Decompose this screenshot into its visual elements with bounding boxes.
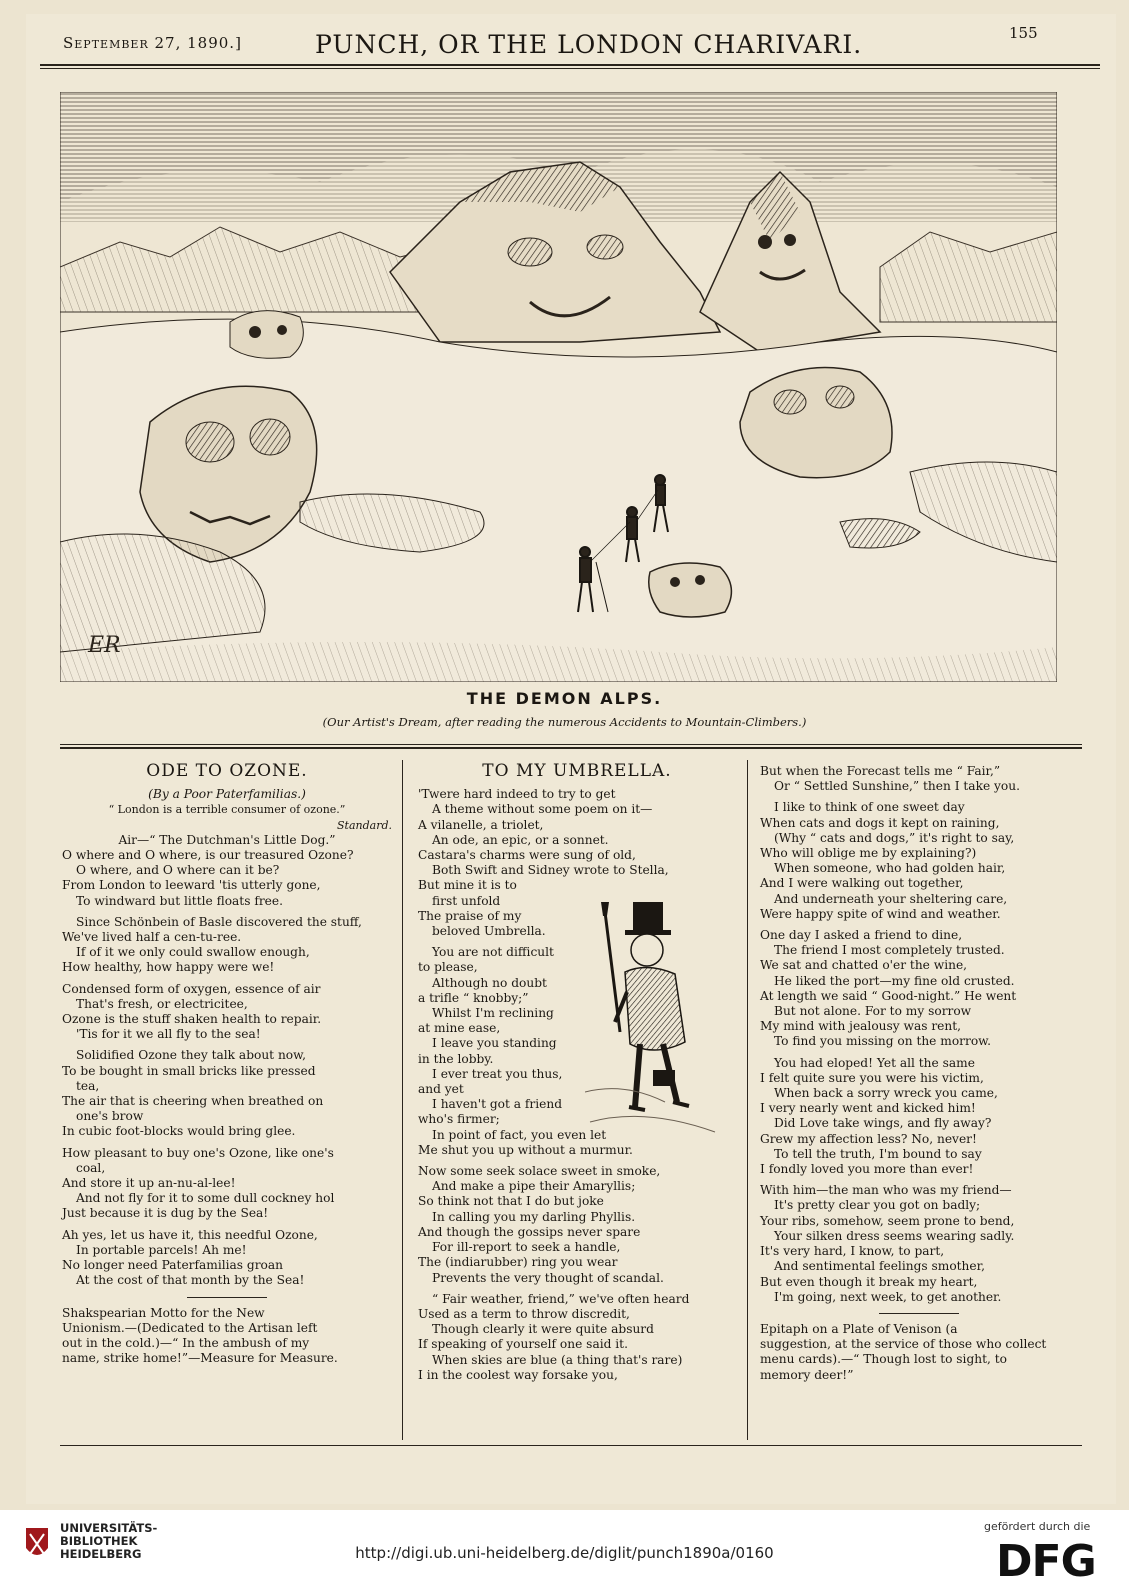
verse-line: (Why “ cats and dogs,” it's right to say, [774, 830, 1015, 845]
verse-line: Your silken dress seems wearing sadly. [774, 1228, 1015, 1243]
verse-line: I in the coolest way forsake you, [418, 1367, 618, 1382]
verse-line: beloved Umbrella. [432, 924, 546, 939]
illustration-subtitle: (Our Artist's Dream, after reading the numerous Accidents to Mountain-Climbers.) [322, 715, 807, 729]
caption-rule-thick [60, 747, 1082, 749]
verse-line: No longer need Paterfamilias groan [62, 1258, 283, 1273]
verse-line: Grew my affection less? No, never! [760, 1131, 977, 1146]
verse-line: O where, and O where can it be? [76, 863, 280, 878]
verse-line: Whilst I'm reclining [432, 1006, 554, 1021]
umbrella-man-illustration [585, 892, 735, 1152]
umbrella-continued-column [760, 764, 1078, 1383]
verse-line: I haven't got a friend [432, 1097, 563, 1112]
verse-line: A vilanelle, a triolet, [418, 817, 544, 832]
ode-byline: (By a Poor Paterfamilias.) [148, 787, 306, 802]
motto-line: Unionism.—(Dedicated to the Artisan left [62, 1320, 318, 1335]
verse-line: With him—the man who was my friend— [760, 1183, 1012, 1198]
verse-line: I like to think of one sweet day [774, 800, 965, 815]
column-divider-1 [402, 760, 403, 1440]
verse-line: Now some seek solace sweet in smoke, [418, 1164, 661, 1179]
verse-line: Me shut you up without a murmur. [418, 1142, 633, 1157]
verse-line: Just because it is dug by the Sea! [62, 1206, 269, 1221]
verse-line: Although no doubt [432, 975, 547, 990]
verse-line: When someone, who had golden hair, [774, 861, 1006, 876]
verse-line: I very nearly went and kicked him! [760, 1101, 976, 1116]
header-rule-thin [40, 68, 1100, 69]
verse-line: He liked the port—my fine old crusted. [774, 973, 1015, 988]
verse-line: “ Fair weather, friend,” we've often heard [432, 1291, 690, 1306]
verse-line: I fondly loved you more than ever! [760, 1162, 974, 1177]
verse-line: How healthy, how happy were we! [62, 960, 275, 975]
verse-line: first unfold [432, 893, 501, 908]
verse-line: In portable parcels! Ah me! [76, 1242, 247, 1257]
verse-line: At the cost of that month by the Sea! [76, 1273, 305, 1288]
illustration-title: THE DEMON ALPS. [466, 689, 663, 708]
verse-line: The praise of my [418, 908, 522, 923]
ode-air: Air—“ The Dutchman's Little Dog.” [118, 832, 336, 847]
verse-line: Did Love take wings, and fly away? [774, 1116, 992, 1131]
verse-line: I felt quite sure you were his victim, [760, 1070, 984, 1085]
verse-line: who's firmer; [418, 1112, 500, 1127]
column-divider-2 [747, 760, 748, 1440]
verse-line: The air that is cheering when breathed on [62, 1094, 324, 1109]
verse-line: We sat and chatted o'er the wine, [760, 958, 968, 973]
verse-line: To find you missing on the morrow. [774, 1034, 992, 1049]
verse-line: It's pretty clear you got on badly; [774, 1198, 981, 1213]
verse-line: And not fly for it to some dull cockney hol [76, 1191, 335, 1206]
demon-alps-illustration [60, 92, 1057, 682]
epitaph-line: Epitaph on a Plate of Venison (a [760, 1321, 958, 1336]
verse-line: I'm going, next week, to get another. [774, 1289, 1002, 1304]
verse-line: Your ribs, somehow, seem prone to bend, [760, 1213, 1015, 1228]
funded-by-label: gefördert durch die [984, 1520, 1091, 1533]
issue-date: September 27, 1890.] [63, 34, 242, 52]
verse-line: But when the Forecast tells me “ Fair,” [760, 764, 1001, 778]
verse-line: Both Swift and Sidney wrote to Stella, [432, 863, 669, 878]
verse-line: When cats and dogs it kept on raining, [760, 815, 1000, 830]
verse-line: And make a pipe their Amaryllis; [432, 1179, 636, 1194]
verse-line: And sentimental feelings smother, [774, 1259, 985, 1274]
verse-line: And store it up an-nu-al-lee! [62, 1176, 236, 1191]
verse-line: in the lobby. [418, 1051, 494, 1066]
verse-line: If speaking of yourself one said it. [418, 1337, 628, 1352]
dfg-logo: DFG [996, 1536, 1096, 1587]
verse-line: Ozone is the stuff shaken health to repair. [62, 1012, 322, 1027]
verse-line: My mind with jealousy was rent, [760, 1019, 962, 1034]
page-number: 155 [1009, 24, 1038, 42]
verse-line: Solidified Ozone they talk about now, [76, 1048, 306, 1063]
verse-line: At length we said “ Good-night.” He went [760, 988, 1017, 1003]
umbrella-continued-stanzas [760, 764, 1078, 1305]
motto-line: Shakspearian Motto for the New [62, 1305, 265, 1320]
verse-line: at mine ease, [418, 1021, 501, 1036]
verse-line: Who will oblige me by explaining?) [760, 846, 977, 861]
verse-line: How pleasant to buy one's Ozone, like one's [62, 1145, 334, 1160]
verse-line: It's very hard, I know, to part, [760, 1244, 945, 1259]
verse-line: But not alone. For to my sorrow [774, 1004, 972, 1019]
header-rule [40, 64, 1100, 66]
verse-line: Castara's charms were sung of old, [418, 848, 636, 863]
verse-line: tea, [76, 1078, 100, 1093]
epitaph-separator [879, 1313, 959, 1314]
verse-line: To windward but little floats free. [76, 893, 283, 908]
verse-line: But even though it break my heart, [760, 1274, 978, 1289]
verse-line: to please, [418, 960, 478, 975]
ode-to-ozone-column [62, 761, 392, 1366]
ode-title: ODE TO OZONE. [146, 761, 308, 781]
verse-line: You had eloped! Yet all the same [774, 1055, 975, 1070]
verse-line: If of it we only could swallow enough, [76, 945, 310, 960]
verse-line: Or “ Settled Sunshine,” then I take you. [774, 779, 1020, 794]
verse-line: When back a sorry wreck you came, [774, 1086, 998, 1101]
motto-line: name, strike home!”—Measure for Measure. [62, 1351, 338, 1366]
masthead-title: PUNCH, OR THE LONDON CHARIVARI. [315, 30, 863, 59]
verse-line: a trifle “ knobby;” [418, 990, 529, 1005]
verse-line: And I were walking out together, [760, 876, 964, 891]
epitaph-line: menu cards).—“ Though lost to sight, to [760, 1352, 1007, 1367]
umbrella-title: TO MY UMBRELLA. [482, 761, 672, 781]
verse-line: One day I asked a friend to dine, [760, 928, 963, 943]
bottom-rule [60, 1445, 1082, 1446]
verse-line: The (indiarubber) ring you wear [418, 1255, 618, 1270]
verse-line: And though the gossips never spare [418, 1224, 641, 1239]
venison-epitaph [760, 1322, 1078, 1383]
verse-line: For ill-report to seek a handle, [432, 1240, 621, 1255]
verse-line: Since Schönbein of Basle discovered the stuff, [76, 914, 362, 929]
verse-line: In point of fact, you even let [432, 1127, 607, 1142]
verse-line: Though clearly it were quite absurd [432, 1322, 654, 1337]
source-url-link[interactable]: http://digi.ub.uni-heidelberg.de/diglit/punch1890a/0160 [355, 1544, 774, 1562]
artist-signature: ER [88, 633, 121, 658]
verse-line: But mine it is to [418, 878, 517, 893]
verse-line: A theme without some poem on it— [432, 802, 653, 817]
verse-line: Ah yes, let us have it, this needful Ozone, [62, 1227, 318, 1242]
motto-line: out in the cold.)—“ In the ambush of my [62, 1335, 310, 1350]
verse-line: The friend I most completely trusted. [774, 943, 1005, 958]
verse-line: In cubic foot-blocks would bring glee. [62, 1124, 296, 1139]
verse-line: When skies are blue (a thing that's rare) [432, 1352, 683, 1367]
verse-line: and yet [418, 1082, 464, 1097]
ode-epigraph-source: Standard. [337, 818, 392, 832]
ode-stanzas [62, 848, 392, 1288]
verse-line: O where and O where, is our treasured Ozone? [62, 848, 354, 863]
verse-line: 'Twere hard indeed to try to get [418, 787, 616, 802]
verse-line: An ode, an epic, or a sonnet. [432, 832, 609, 847]
verse-line: I leave you standing [432, 1036, 557, 1051]
epitaph-line: suggestion, at the service of those who collect [760, 1337, 1047, 1352]
verse-line: So think not that I do but joke [418, 1194, 604, 1209]
ode-separator [187, 1297, 267, 1298]
shakspearian-motto [62, 1306, 392, 1367]
verse-line: We've lived half a cen-tu-ree. [62, 930, 242, 945]
verse-line: Prevents the very thought of scandal. [432, 1270, 664, 1285]
verse-line: That's fresh, or electricitee, [76, 996, 248, 1011]
verse-line: 'Tis for it we all fly to the sea! [76, 1027, 261, 1042]
verse-line: one's brow [76, 1109, 144, 1124]
digitization-footer [0, 1510, 1129, 1592]
caption-rule [60, 744, 1082, 745]
verse-line: To tell the truth, I'm bound to say [774, 1146, 982, 1161]
verse-line: In calling you my darling Phyllis. [432, 1209, 636, 1224]
verse-line: Were happy spite of wind and weather. [760, 906, 1001, 921]
verse-line: To be bought in small bricks like pressed [62, 1063, 316, 1078]
ode-epigraph: “ London is a terrible consumer of ozone.” [108, 803, 346, 817]
university-library-name: UNIVERSITÄTS- BIBLIOTHEK HEIDELBERG [60, 1521, 158, 1561]
verse-line: You are not difficult [432, 945, 554, 960]
verse-line: coal, [76, 1160, 106, 1175]
verse-line: I ever treat you thus, [432, 1066, 563, 1081]
verse-line: From London to leeward 'tis utterly gone, [62, 878, 321, 893]
verse-line: And underneath your sheltering care, [774, 891, 1008, 906]
verse-line: Condensed form of oxygen, essence of air [62, 981, 321, 996]
verse-line: Used as a term to throw discredit, [418, 1306, 630, 1321]
epitaph-line: memory deer!” [760, 1367, 854, 1382]
